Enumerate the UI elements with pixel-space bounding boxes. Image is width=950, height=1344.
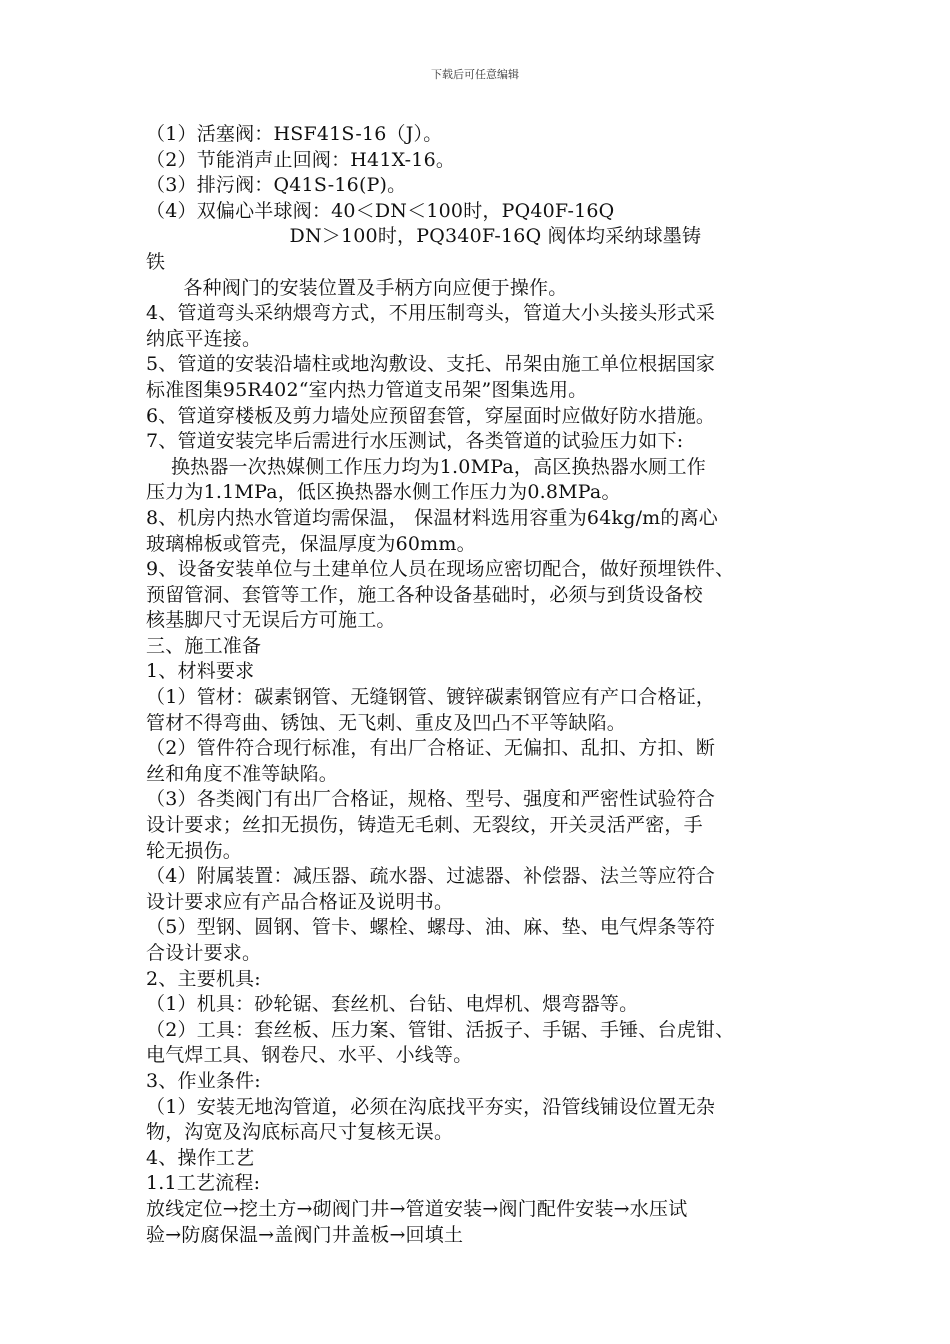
text-line: 合设计要求。 <box>146 942 262 964</box>
text-line: 设计要求；丝扣无损伤，铸造无毛刺、无裂纹，开关灵活严密，手 <box>146 814 703 837</box>
text-line: 电气焊工具、钢卷尺、水平、小线等。 <box>146 1044 473 1067</box>
text-line: 8、机房内热水管道均需保温， 保温材料选用容重为64kg/m的离心 <box>146 506 718 529</box>
subsection-heading: 3、作业条件: <box>146 1069 261 1092</box>
subsection-heading: 1、材料要求 <box>146 660 255 683</box>
text-line: 各种阀门的安装位置及手柄方向应便于操作。 <box>146 276 568 299</box>
subsection-heading: 2、主要机具: <box>146 967 261 990</box>
text-line: 放线定位→挖土方→砌阀门井→管道安装→阀门配件安装→水压试 <box>146 1197 688 1220</box>
document-body <box>146 122 818 1248</box>
text-line: 核基脚尺寸无误后方可施工。 <box>146 609 396 632</box>
text-line: 设计要求应有产品合格证及说明书。 <box>146 890 454 913</box>
text-line: （2）管件符合现行标准，有出厂合格证、无偏扣、乱扣、方扣、断 <box>146 737 716 760</box>
text-line: DN＞100时，PQ340F-16Q 阀体均采纳球墨铸 <box>146 225 702 248</box>
text-line: （1）活塞阀：HSF41S-16（J）。 <box>146 123 443 145</box>
text-line: 管材不得弯曲、锈蚀、无飞刺、重皮及凹凸不平等缺陷。 <box>146 711 627 734</box>
section-heading: 三、施工准备 <box>146 634 262 657</box>
text-line: 丝和角度不准等缺陷。 <box>146 762 339 785</box>
text-line: 轮无损伤。 <box>146 839 243 862</box>
text-line: 压力为1.1MPa，低区换热器水侧工作压力为0.8MPa。 <box>146 481 621 504</box>
text-line: 验→防腐保温→盖阀门井盖板→回填土 <box>146 1223 464 1246</box>
text-line: 换热器一次热媒侧工作压力均为1.0MPa，高区换热器水厕工作 <box>146 455 706 478</box>
text-line: （3）排污阀：Q41S-16(P)。 <box>146 174 407 197</box>
text-line: 铁 <box>146 250 166 273</box>
page-header-note: 下载后可任意编辑 <box>431 68 519 81</box>
text-line: 6、管道穿楼板及剪力墙处应预留套管，穿屋面时应做好防水措施。 <box>146 404 716 427</box>
text-line: （3）各类阀门有出厂合格证，规格、型号、强度和严密性试验符合 <box>146 788 716 811</box>
text-line: （2）节能消声止回阀：H41X-16。 <box>146 148 456 171</box>
text-line: 预留管洞、套管等工作，施工各种设备基础时，必须与到货设备校 <box>146 583 703 606</box>
text-line: （5）型钢、圆钢、管卡、螺栓、螺母、油、麻、垫、电气焊条等符 <box>146 916 716 939</box>
text-line: 玻璃棉板或管壳，保温厚度为60mm。 <box>146 532 476 555</box>
text-line: （2）工具：套丝板、压力案、管钳、活扳子、手锯、手锤、台虎钳、 <box>146 1018 735 1041</box>
subsection-heading: 4、操作工艺 <box>146 1146 255 1169</box>
text-line: （1）管材：碳素钢管、无缝钢管、镀锌碳素钢管应有产口合格证， <box>146 686 716 709</box>
text-line: 物，沟宽及沟底标高尺寸复核无误。 <box>146 1121 454 1144</box>
text-line: （1）机具：砂轮锯、套丝机、台钻、电焊机、煨弯器等。 <box>146 993 639 1016</box>
text-line: 4、管道弯头采纳煨弯方式，不用压制弯头，管道大小头接头形式采 <box>146 302 716 325</box>
text-line: 1.1工艺流程: <box>146 1172 261 1195</box>
text-line: 5、管道的安装沿墙柱或地沟敷设、支托、吊架由施工单位根据国家 <box>146 353 716 376</box>
text-line: 9、设备安装单位与土建单位人员在现场应密切配合，做好预埋铁件、 <box>146 558 735 581</box>
text-line: 标准图集95R402“室内热力管道支吊架”图集选用。 <box>146 378 588 401</box>
text-line: （4）双偏心半球阀：40＜DN＜100时，PQ40F-16Q <box>146 199 615 222</box>
text-line: 纳底平连接。 <box>146 327 262 350</box>
text-line: （1）安装无地沟管道，必须在沟底找平夯实，沿管线铺设位置无杂 <box>146 1095 716 1118</box>
text-line: 7、管道安装完毕后需进行水压测试，各类管道的试验压力如下: <box>146 430 684 453</box>
text-line: （4）附属装置：减压器、疏水器、过滤器、补偿器、法兰等应符合 <box>146 865 716 888</box>
